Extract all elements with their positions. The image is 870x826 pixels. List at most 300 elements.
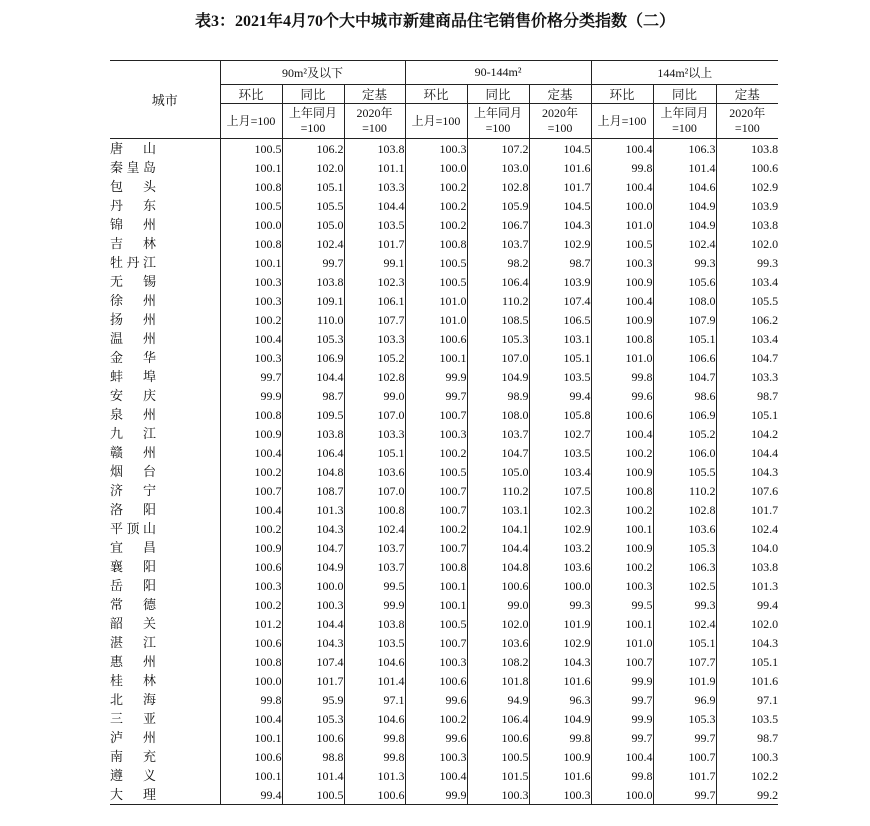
- value-144-above-yoy: 99.3: [653, 253, 716, 272]
- value-90-below-mom: 100.2: [220, 595, 282, 614]
- value-144-above-mom: 100.3: [591, 576, 653, 595]
- value-90-144-fixed-base: 101.6: [529, 671, 591, 690]
- city-name: 岳阳: [110, 577, 156, 593]
- value-90-144-fixed-base: 102.9: [529, 519, 591, 538]
- price-index-table: [110, 60, 778, 805]
- metric-header-mom: 环比: [220, 85, 282, 104]
- value-90-144-mom: 100.2: [405, 196, 467, 215]
- value-144-above-fixed-base: 99.3: [716, 253, 778, 272]
- value-90-below-yoy: 105.0: [282, 215, 344, 234]
- page-title: 表3：2021年4月70个大中城市新建商品住宅销售价格分类指数（二）: [194, 13, 675, 30]
- value-90-144-mom: 100.7: [405, 538, 467, 557]
- city-cell: [110, 576, 220, 595]
- value-144-above-mom: 100.1: [591, 614, 653, 633]
- base-note-mom: 上月=100: [591, 104, 653, 139]
- metric-header-mom: 环比: [591, 85, 653, 104]
- value-90-below-mom: 100.1: [220, 728, 282, 747]
- value-144-above-yoy: 102.4: [653, 234, 716, 253]
- value-144-above-yoy: 101.4: [653, 158, 716, 177]
- value-144-above-yoy: 102.8: [653, 500, 716, 519]
- value-144-above-fixed-base: 102.4: [716, 519, 778, 538]
- city-cell: [110, 557, 220, 576]
- value-90-144-fixed-base: 102.9: [529, 234, 591, 253]
- value-144-above-fixed-base: 104.0: [716, 538, 778, 557]
- value-90-below-mom: 100.5: [220, 139, 282, 159]
- value-144-above-fixed-base: 104.4: [716, 443, 778, 462]
- city-cell: [110, 747, 220, 766]
- city-name: 赣州: [110, 444, 156, 460]
- value-90-144-yoy: 103.6: [467, 633, 529, 652]
- value-90-144-yoy: 98.2: [467, 253, 529, 272]
- value-90-below-yoy: 108.7: [282, 481, 344, 500]
- city-cell: [110, 405, 220, 424]
- value-90-144-yoy: 105.9: [467, 196, 529, 215]
- value-90-below-mom: 100.6: [220, 633, 282, 652]
- value-144-above-fixed-base: 102.0: [716, 234, 778, 253]
- value-90-below-mom: 100.4: [220, 443, 282, 462]
- city-name: 扬州: [110, 311, 156, 327]
- table-row: [110, 443, 778, 462]
- city-name: 洛阳: [110, 501, 156, 517]
- table-row: [110, 329, 778, 348]
- value-144-above-mom: 100.9: [591, 310, 653, 329]
- value-90-144-mom: 100.3: [405, 652, 467, 671]
- value-90-below-fixed-base: 97.1: [344, 690, 405, 709]
- value-90-below-fixed-base: 99.8: [344, 728, 405, 747]
- value-90-144-yoy: 103.7: [467, 424, 529, 443]
- value-90-144-mom: 100.0: [405, 158, 467, 177]
- value-90-below-fixed-base: 106.1: [344, 291, 405, 310]
- city-cell: [110, 633, 220, 652]
- value-90-below-fixed-base: 100.8: [344, 500, 405, 519]
- value-90-below-yoy: 98.8: [282, 747, 344, 766]
- city-name: 牡丹江: [110, 254, 156, 270]
- city-cell: [110, 272, 220, 291]
- city-cell: [110, 177, 220, 196]
- value-90-below-fixed-base: 99.9: [344, 595, 405, 614]
- value-144-above-fixed-base: 97.1: [716, 690, 778, 709]
- value-90-below-yoy: 104.4: [282, 614, 344, 633]
- value-90-below-yoy: 107.4: [282, 652, 344, 671]
- table-row: [110, 253, 778, 272]
- group-header-90-and-below: 90m²及以下: [220, 61, 405, 85]
- value-90-144-mom: 100.6: [405, 671, 467, 690]
- value-144-above-yoy: 106.3: [653, 557, 716, 576]
- value-90-below-fixed-base: 103.7: [344, 557, 405, 576]
- value-144-above-yoy: 104.9: [653, 215, 716, 234]
- table-row: [110, 177, 778, 196]
- city-cell: [110, 785, 220, 805]
- value-90-144-yoy: 100.6: [467, 728, 529, 747]
- value-90-below-fixed-base: 102.4: [344, 519, 405, 538]
- table-row: [110, 405, 778, 424]
- city-cell: [110, 462, 220, 481]
- value-90-144-fixed-base: 101.6: [529, 158, 591, 177]
- value-90-144-fixed-base: 104.9: [529, 709, 591, 728]
- value-144-above-fixed-base: 98.7: [716, 728, 778, 747]
- base-note-fixed-base: 2020年 =100: [716, 104, 778, 139]
- value-144-above-mom: 100.6: [591, 405, 653, 424]
- value-144-above-mom: 99.7: [591, 690, 653, 709]
- table-row: [110, 595, 778, 614]
- metric-header-fixed-base: 定基: [529, 85, 591, 104]
- city-cell: [110, 690, 220, 709]
- value-90-below-yoy: 103.8: [282, 424, 344, 443]
- city-cell: [110, 158, 220, 177]
- value-90-144-fixed-base: 103.6: [529, 557, 591, 576]
- value-144-above-mom: 100.9: [591, 272, 653, 291]
- value-90-144-yoy: 100.5: [467, 747, 529, 766]
- value-90-below-mom: 100.9: [220, 424, 282, 443]
- table-row: [110, 652, 778, 671]
- metric-header-fixed-base: 定基: [344, 85, 405, 104]
- value-90-144-fixed-base: 101.6: [529, 766, 591, 785]
- city-cell: [110, 253, 220, 272]
- city-name: 烟台: [110, 463, 156, 479]
- value-90-below-mom: 101.2: [220, 614, 282, 633]
- value-144-above-mom: 100.0: [591, 785, 653, 805]
- value-90-144-mom: 100.3: [405, 747, 467, 766]
- value-144-above-fixed-base: 105.5: [716, 291, 778, 310]
- city-name: 平顶山: [110, 520, 156, 536]
- city-column-header: 城市: [110, 61, 220, 139]
- value-90-144-yoy: 104.4: [467, 538, 529, 557]
- value-144-above-yoy: 105.3: [653, 538, 716, 557]
- table-row: [110, 310, 778, 329]
- value-90-144-fixed-base: 104.3: [529, 652, 591, 671]
- value-144-above-mom: 100.2: [591, 500, 653, 519]
- value-90-below-mom: 100.8: [220, 234, 282, 253]
- value-90-144-yoy: 99.0: [467, 595, 529, 614]
- value-144-above-mom: 100.1: [591, 519, 653, 538]
- value-90-144-fixed-base: 103.9: [529, 272, 591, 291]
- value-90-144-yoy: 104.1: [467, 519, 529, 538]
- city-name: 北海: [110, 691, 156, 707]
- value-90-below-mom: 100.3: [220, 576, 282, 595]
- value-90-144-mom: 100.1: [405, 595, 467, 614]
- value-90-below-mom: 100.1: [220, 766, 282, 785]
- value-144-above-fixed-base: 101.3: [716, 576, 778, 595]
- value-90-below-mom: 100.8: [220, 177, 282, 196]
- value-90-144-fixed-base: 100.0: [529, 576, 591, 595]
- value-90-144-fixed-base: 99.4: [529, 386, 591, 405]
- value-90-144-yoy: 103.1: [467, 500, 529, 519]
- base-note-mom: 上月=100: [405, 104, 467, 139]
- value-144-above-yoy: 106.0: [653, 443, 716, 462]
- table-row: [110, 215, 778, 234]
- value-90-below-mom: 100.1: [220, 158, 282, 177]
- value-90-144-yoy: 108.0: [467, 405, 529, 424]
- value-90-144-fixed-base: 103.2: [529, 538, 591, 557]
- value-90-144-yoy: 108.5: [467, 310, 529, 329]
- value-90-below-yoy: 104.9: [282, 557, 344, 576]
- value-90-below-fixed-base: 103.5: [344, 633, 405, 652]
- value-144-above-mom: 100.4: [591, 139, 653, 159]
- value-90-below-mom: 99.8: [220, 690, 282, 709]
- table-row: [110, 424, 778, 443]
- value-144-above-yoy: 110.2: [653, 481, 716, 500]
- value-90-144-fixed-base: 105.8: [529, 405, 591, 424]
- value-90-144-fixed-base: 103.1: [529, 329, 591, 348]
- value-90-144-mom: 100.1: [405, 348, 467, 367]
- value-90-below-mom: 100.2: [220, 310, 282, 329]
- value-90-144-yoy: 100.6: [467, 576, 529, 595]
- city-cell: [110, 595, 220, 614]
- value-144-above-mom: 100.3: [591, 253, 653, 272]
- value-90-below-mom: 100.8: [220, 405, 282, 424]
- value-90-144-fixed-base: 104.3: [529, 215, 591, 234]
- city-name: 温州: [110, 330, 156, 346]
- table-row: [110, 367, 778, 386]
- value-144-above-mom: 100.4: [591, 424, 653, 443]
- value-90-below-fixed-base: 101.3: [344, 766, 405, 785]
- value-90-below-yoy: 105.1: [282, 177, 344, 196]
- value-90-below-mom: 100.7: [220, 481, 282, 500]
- city-name: 襄阳: [110, 558, 156, 574]
- city-cell: [110, 424, 220, 443]
- value-90-144-mom: 99.6: [405, 690, 467, 709]
- value-90-below-mom: 100.8: [220, 652, 282, 671]
- value-90-144-mom: 100.7: [405, 633, 467, 652]
- value-144-above-mom: 100.8: [591, 329, 653, 348]
- metric-header-yoy: 同比: [282, 85, 344, 104]
- value-90-144-yoy: 106.4: [467, 272, 529, 291]
- value-144-above-yoy: 99.7: [653, 785, 716, 805]
- value-144-above-yoy: 105.1: [653, 329, 716, 348]
- table-row: [110, 709, 778, 728]
- value-144-above-yoy: 105.1: [653, 633, 716, 652]
- table-row: [110, 272, 778, 291]
- value-90-below-mom: 100.0: [220, 215, 282, 234]
- table-header: [110, 61, 778, 139]
- base-note-fixed-base: 2020年 =100: [529, 104, 591, 139]
- value-90-below-yoy: 109.1: [282, 291, 344, 310]
- value-90-144-mom: 100.8: [405, 234, 467, 253]
- table-row: [110, 614, 778, 633]
- city-cell: [110, 614, 220, 633]
- value-90-below-fixed-base: 107.0: [344, 481, 405, 500]
- value-90-144-mom: 100.5: [405, 253, 467, 272]
- value-144-above-fixed-base: 104.7: [716, 348, 778, 367]
- value-144-above-fixed-base: 99.2: [716, 785, 778, 805]
- value-90-below-fixed-base: 104.6: [344, 709, 405, 728]
- value-90-144-mom: 100.1: [405, 576, 467, 595]
- value-90-below-mom: 100.4: [220, 709, 282, 728]
- city-name: 三亚: [110, 710, 156, 726]
- city-name: 泉州: [110, 406, 156, 422]
- value-90-144-yoy: 107.2: [467, 139, 529, 159]
- value-144-above-mom: 100.2: [591, 557, 653, 576]
- value-144-above-fixed-base: 107.6: [716, 481, 778, 500]
- city-cell: [110, 443, 220, 462]
- value-90-below-yoy: 104.7: [282, 538, 344, 557]
- base-note-fixed-base: 2020年 =100: [344, 104, 405, 139]
- value-144-above-yoy: 101.7: [653, 766, 716, 785]
- city-cell: [110, 671, 220, 690]
- table-row: [110, 348, 778, 367]
- value-90-below-fixed-base: 102.3: [344, 272, 405, 291]
- value-144-above-yoy: 102.4: [653, 614, 716, 633]
- value-144-above-yoy: 107.7: [653, 652, 716, 671]
- value-144-above-fixed-base: 99.4: [716, 595, 778, 614]
- city-name: 南充: [110, 748, 156, 764]
- value-144-above-fixed-base: 102.9: [716, 177, 778, 196]
- value-144-above-fixed-base: 101.6: [716, 671, 778, 690]
- value-90-below-mom: 100.1: [220, 253, 282, 272]
- value-144-above-yoy: 101.9: [653, 671, 716, 690]
- value-90-below-mom: 100.3: [220, 291, 282, 310]
- value-144-above-fixed-base: 105.1: [716, 652, 778, 671]
- value-90-below-yoy: 99.7: [282, 253, 344, 272]
- value-90-below-mom: 99.4: [220, 785, 282, 805]
- value-90-below-fixed-base: 99.8: [344, 747, 405, 766]
- city-cell: [110, 386, 220, 405]
- value-144-above-yoy: 104.6: [653, 177, 716, 196]
- value-90-144-mom: 100.5: [405, 272, 467, 291]
- value-90-144-fixed-base: 105.1: [529, 348, 591, 367]
- value-90-below-yoy: 100.6: [282, 728, 344, 747]
- value-90-144-mom: 100.2: [405, 519, 467, 538]
- value-90-144-fixed-base: 103.4: [529, 462, 591, 481]
- metric-header-yoy: 同比: [467, 85, 529, 104]
- value-90-144-yoy: 104.8: [467, 557, 529, 576]
- base-note-yoy: 上年同月 =100: [467, 104, 529, 139]
- value-144-above-mom: 100.0: [591, 196, 653, 215]
- value-90-below-yoy: 95.9: [282, 690, 344, 709]
- value-144-above-yoy: 103.6: [653, 519, 716, 538]
- value-90-below-yoy: 104.4: [282, 367, 344, 386]
- city-name: 包头: [110, 178, 156, 194]
- value-144-above-fixed-base: 100.3: [716, 747, 778, 766]
- city-cell: [110, 215, 220, 234]
- city-name: 济宁: [110, 482, 156, 498]
- group-header-144-above: 144m²以上: [591, 61, 778, 85]
- city-cell: [110, 310, 220, 329]
- value-144-above-fixed-base: 103.4: [716, 272, 778, 291]
- value-90-below-mom: 100.3: [220, 272, 282, 291]
- value-90-below-fixed-base: 103.3: [344, 424, 405, 443]
- value-144-above-fixed-base: 103.9: [716, 196, 778, 215]
- table-row: [110, 519, 778, 538]
- metric-header-mom: 环比: [405, 85, 467, 104]
- value-90-144-fixed-base: 99.8: [529, 728, 591, 747]
- value-144-above-yoy: 99.7: [653, 728, 716, 747]
- value-90-144-mom: 101.0: [405, 291, 467, 310]
- city-name: 丹东: [110, 197, 156, 213]
- value-90-144-mom: 99.7: [405, 386, 467, 405]
- value-144-above-fixed-base: 100.6: [716, 158, 778, 177]
- value-90-below-yoy: 105.3: [282, 709, 344, 728]
- value-90-below-yoy: 105.5: [282, 196, 344, 215]
- value-90-below-yoy: 101.7: [282, 671, 344, 690]
- city-name: 金华: [110, 349, 156, 365]
- value-90-below-mom: 99.7: [220, 367, 282, 386]
- value-90-144-mom: 100.3: [405, 139, 467, 159]
- metric-header-yoy: 同比: [653, 85, 716, 104]
- value-90-144-fixed-base: 101.9: [529, 614, 591, 633]
- value-90-below-fixed-base: 103.3: [344, 177, 405, 196]
- value-90-144-yoy: 104.9: [467, 367, 529, 386]
- value-90-144-yoy: 100.3: [467, 785, 529, 805]
- city-cell: [110, 348, 220, 367]
- value-90-144-yoy: 102.0: [467, 614, 529, 633]
- value-90-below-yoy: 100.3: [282, 595, 344, 614]
- value-90-144-mom: 101.0: [405, 310, 467, 329]
- value-90-below-yoy: 98.7: [282, 386, 344, 405]
- value-90-below-fixed-base: 105.2: [344, 348, 405, 367]
- value-144-above-mom: 99.8: [591, 158, 653, 177]
- value-144-above-mom: 100.7: [591, 652, 653, 671]
- value-90-144-mom: 100.7: [405, 500, 467, 519]
- table-row: [110, 234, 778, 253]
- table-row: [110, 785, 778, 805]
- city-name: 吉林: [110, 235, 156, 251]
- value-144-above-mom: 99.8: [591, 766, 653, 785]
- value-144-above-fixed-base: 104.2: [716, 424, 778, 443]
- value-144-above-yoy: 99.3: [653, 595, 716, 614]
- city-cell: [110, 367, 220, 386]
- base-note-yoy: 上年同月 =100: [282, 104, 344, 139]
- table-row: [110, 139, 778, 159]
- value-144-above-yoy: 105.5: [653, 462, 716, 481]
- group-header-90-144: 90-144m²: [405, 61, 591, 85]
- table-row: [110, 747, 778, 766]
- table-row: [110, 633, 778, 652]
- value-90-144-fixed-base: 102.7: [529, 424, 591, 443]
- value-90-144-mom: 99.6: [405, 728, 467, 747]
- city-cell: [110, 519, 220, 538]
- value-90-below-yoy: 102.0: [282, 158, 344, 177]
- value-90-144-fixed-base: 103.5: [529, 443, 591, 462]
- value-144-above-mom: 99.6: [591, 386, 653, 405]
- value-144-above-fixed-base: 103.4: [716, 329, 778, 348]
- city-name: 湛江: [110, 634, 156, 650]
- value-144-above-fixed-base: 103.8: [716, 139, 778, 159]
- value-90-144-mom: 100.7: [405, 481, 467, 500]
- value-90-below-mom: 100.5: [220, 196, 282, 215]
- value-144-above-mom: 100.9: [591, 538, 653, 557]
- city-cell: [110, 291, 220, 310]
- value-144-above-fixed-base: 98.7: [716, 386, 778, 405]
- value-90-144-yoy: 108.2: [467, 652, 529, 671]
- value-90-144-fixed-base: 107.5: [529, 481, 591, 500]
- value-90-144-yoy: 107.0: [467, 348, 529, 367]
- value-90-144-yoy: 106.7: [467, 215, 529, 234]
- value-90-144-fixed-base: 99.3: [529, 595, 591, 614]
- value-90-144-mom: 100.2: [405, 215, 467, 234]
- value-90-144-yoy: 103.7: [467, 234, 529, 253]
- value-144-above-yoy: 107.9: [653, 310, 716, 329]
- value-144-above-yoy: 98.6: [653, 386, 716, 405]
- table-row: [110, 671, 778, 690]
- city-cell: [110, 196, 220, 215]
- value-90-144-fixed-base: 100.3: [529, 785, 591, 805]
- city-cell: [110, 652, 220, 671]
- value-90-144-fixed-base: 106.5: [529, 310, 591, 329]
- value-90-below-yoy: 104.3: [282, 519, 344, 538]
- value-90-144-fixed-base: 104.5: [529, 139, 591, 159]
- value-90-144-fixed-base: 100.9: [529, 747, 591, 766]
- value-90-144-fixed-base: 102.9: [529, 633, 591, 652]
- value-90-144-mom: 100.2: [405, 443, 467, 462]
- city-name: 惠州: [110, 653, 156, 669]
- value-90-144-yoy: 101.5: [467, 766, 529, 785]
- value-90-144-mom: 100.6: [405, 329, 467, 348]
- value-90-144-yoy: 104.7: [467, 443, 529, 462]
- value-144-above-mom: 100.9: [591, 462, 653, 481]
- city-cell: [110, 538, 220, 557]
- table-row: [110, 690, 778, 709]
